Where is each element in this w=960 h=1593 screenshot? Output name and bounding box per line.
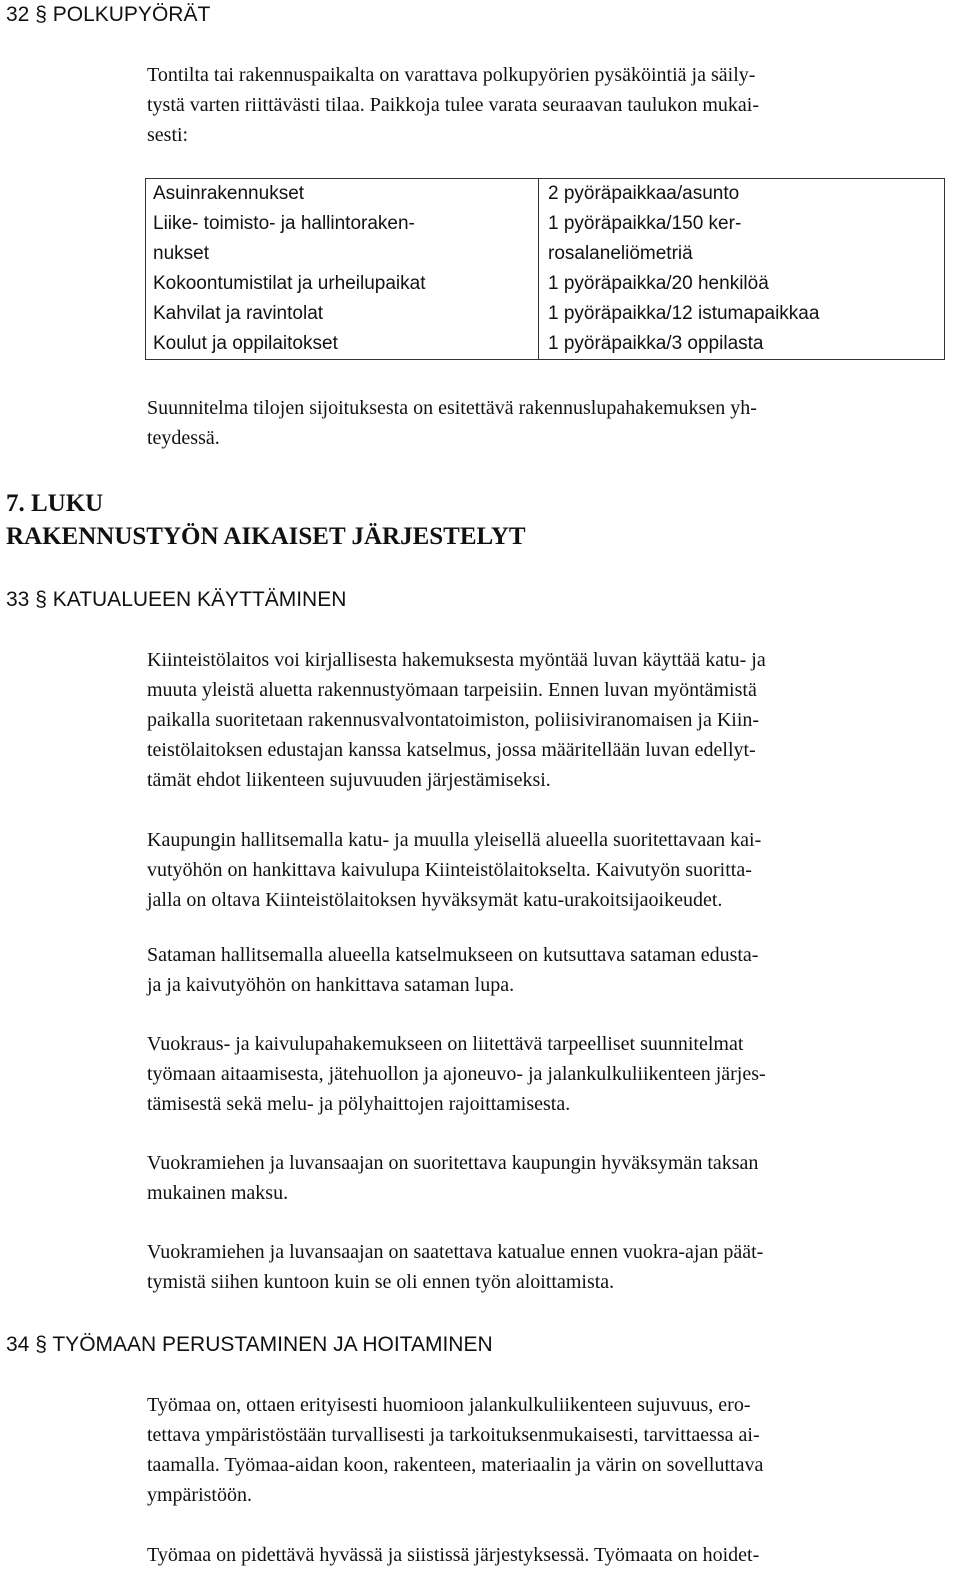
chapter-title: RAKENNUSTYÖN AIKAISET JÄRJESTELYT	[6, 523, 526, 550]
paragraph-line: Työmaa on pidettävä hyvässä ja siistissä järjestyksessä. Työmaata on hoidet-	[147, 1544, 760, 1566]
s34-paragraph-1	[147, 1390, 947, 1510]
s33-paragraph-2	[147, 825, 947, 915]
table-cell-line: Liike- toimisto- ja hallintoraken-	[153, 213, 415, 234]
paragraph-line: Suunnitelma tilojen sijoituksesta on esitettävä rakennuslupahakemuksen yh-	[147, 397, 757, 419]
table-cell-line: Kahvilat ja ravintolat	[153, 303, 324, 324]
section-symbol: §	[35, 3, 47, 26]
table-cell-line: 2 pyöräpaikkaa/asunto	[548, 183, 740, 204]
plan-paragraph	[147, 393, 947, 453]
paragraph-line: tystä varten riittävästi tilaa. Paikkoja tulee varata seuraavan taulukon mukai-	[147, 94, 760, 116]
paragraph-line: tettava ympäristöstään turvallisesti ja tarkoituksenmukaisesti, tarvittaessa ai-	[147, 1424, 760, 1446]
section-title: TYÖMAAN PERUSTAMINEN JA HOITAMINEN	[52, 1333, 493, 1356]
paragraph-line: Sataman hallitsemalla alueella katselmukseen on kutsuttava sataman edusta-	[147, 944, 759, 966]
section-title: POLKUPYÖRÄT	[52, 3, 211, 26]
table-cell-line: 1 pyöräpaikka/12 istumapaikkaa	[548, 303, 820, 324]
paragraph-line: mukainen maksu.	[147, 1182, 289, 1204]
paragraph-line: tämisestä sekä melu- ja pölyhaittojen rajoittamisesta.	[147, 1093, 571, 1115]
paragraph-line: muuta yleistä aluetta rakennustyömaan tarpeisiin. Ennen luvan myöntämistä	[147, 679, 757, 701]
paragraph-line: vutyöhön on hankittava kaivulupa Kiinteistölaitokselta. Kaivutyön suoritta-	[147, 859, 752, 881]
paragraph-line: Vuokramiehen ja luvansaajan on saatettava katualue ennen vuokra-ajan päät-	[147, 1241, 764, 1263]
table-cell-line: Kokoontumistilat ja urheilupaikat	[153, 273, 426, 294]
table-cell-line: Asuinrakennukset	[153, 183, 305, 204]
paragraph-line: ja ja kaivutyöhön on hankittava sataman lupa.	[147, 974, 515, 996]
section-title: KATUALUEEN KÄYTTÄMINEN	[52, 588, 347, 611]
parking-requirement-cell	[539, 179, 945, 360]
table-cell-line: 1 pyöräpaikka/20 henkilöä	[548, 273, 769, 294]
paragraph-line: Vuokraus- ja kaivulupahakemukseen on liitettävä tarpeelliset suunnitelmat	[147, 1033, 744, 1055]
intro-paragraph	[147, 60, 947, 150]
table-cell-line: 1 pyöräpaikka/3 oppilasta	[548, 333, 764, 354]
section-number: 32	[6, 3, 30, 26]
section-heading-33	[6, 588, 346, 612]
table-row	[146, 179, 945, 360]
paragraph-line: tymistä siihen kuntoon kuin se oli ennen työn aloittamista.	[147, 1271, 615, 1293]
paragraph-line: jalla on oltava Kiinteistölaitoksen hyväksymät katu-urakoitsijaoikeudet.	[147, 889, 723, 911]
paragraph-line: paikalla suoritetaan rakennusvalvontatoimiston, poliisiviranomaisen ja Kiin-	[147, 709, 760, 731]
section-symbol: §	[35, 1333, 47, 1356]
paragraph-line: teydessä.	[147, 427, 220, 449]
chapter-number: 7. LUKU	[6, 490, 104, 517]
paragraph-line: Tontilta tai rakennuspaikalta on varattava polkupyörien pysäköintiä ja säily-	[147, 64, 756, 86]
table-cell-line: 1 pyöräpaikka/150 ker-	[548, 213, 742, 234]
section-heading-34	[6, 1333, 493, 1357]
paragraph-line: sesti:	[147, 124, 189, 146]
s33-paragraph-4	[147, 1029, 947, 1119]
table-cell-line: rosalaneliömetriä	[548, 243, 693, 264]
table-cell-line: nukset	[153, 243, 209, 264]
paragraph-line: Kiinteistölaitos voi kirjallisesta hakemuksesta myöntää luvan käyttää katu- ja	[147, 649, 766, 671]
paragraph-line: tämät ehdot liikenteen sujuvuuden järjestämiseksi.	[147, 769, 551, 791]
s33-paragraph-3	[147, 940, 947, 1000]
s33-paragraph-6	[147, 1237, 947, 1297]
paragraph-line: Vuokramiehen ja luvansaajan on suoritettava kaupungin hyväksymän taksan	[147, 1152, 759, 1174]
paragraph-line: teistölaitoksen edustajan kanssa katselmus, jossa määritellään luvan edellyt-	[147, 739, 756, 761]
building-type-cell	[146, 179, 539, 360]
paragraph-line: taamalla. Työmaa-aidan koon, rakenteen, materiaalin ja värin on sovelluttava	[147, 1454, 764, 1476]
section-number: 34	[6, 1333, 30, 1356]
s33-paragraph-5	[147, 1148, 947, 1208]
section-number: 33	[6, 588, 30, 611]
bicycle-parking-table	[145, 178, 945, 360]
paragraph-line: ympäristöön.	[147, 1484, 252, 1506]
paragraph-line: Kaupungin hallitsemalla katu- ja muulla yleisellä alueella suoritettavaan kai-	[147, 829, 762, 851]
paragraph-line: työmaan aitaamisesta, jätehuollon ja ajoneuvo- ja jalankulkuliikenteen järjes-	[147, 1063, 766, 1085]
table-cell-line: Koulut ja oppilaitokset	[153, 333, 338, 354]
section-heading-32	[6, 3, 210, 27]
s34-paragraph-2	[147, 1540, 947, 1570]
paragraph-line: Työmaa on, ottaen erityisesti huomioon jalankulkuliikenteen sujuvuus, ero-	[147, 1394, 751, 1416]
section-symbol: §	[35, 588, 47, 611]
s33-paragraph-1	[147, 645, 947, 795]
